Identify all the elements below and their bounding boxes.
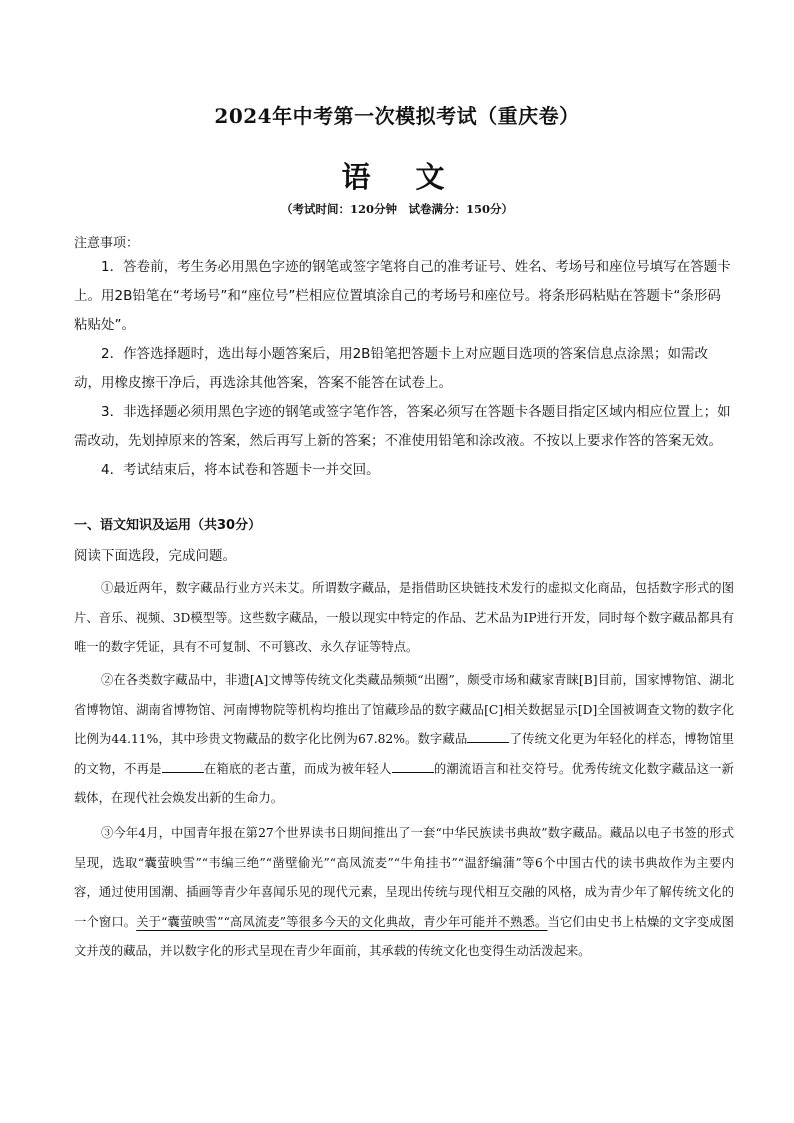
paragraph-2-text-c: 在箱底的老古董，而成为被年轻人: [203, 761, 392, 776]
paragraph-3-text-b: 当它们由史书上枯燥的文字变成图文并茂的藏品，并以数字化的形式呈现在青少年面前，其承载的传统文化也变得生动活泼起来。: [74, 914, 734, 958]
paragraph-3-text-a: ③今年4月，中国青年报在第27个世界读书日期间推出了一套“中华民族读书典故”数字藏品。藏品以电子书签的形式呈现，选取“囊萤映雪”“韦编三绝”“凿壁偷光”“高凤流麦”“牛角挂书”“温舒编蒲”等6个中国古代的读书典故作为主要内容，通过使用国潮、插画等青少年喜闻乐见的现代元素，呈现出传统与现代相互交融的风格，成为青少年了解传统文化的一个窗口。: [74, 826, 734, 929]
subject-title: 语 文: [341, 160, 453, 194]
paragraph-2-text-b: 了传统文化更为年轻化的样态，博物馆里的文物，不再是: [74, 732, 734, 776]
fill-blank-3[interactable]: [392, 760, 434, 773]
exam-info: （考试时间：120分钟 试卷满分：150分）: [280, 202, 513, 216]
notice-item-2: 2．作答选择题时，选出每小题答案后，用2B铅笔把答题卡上对应题目选项的答案信息点涂黑；如需改动，用橡皮擦干净后，再选涂其他答案，答案不能答在试卷上。: [74, 346, 708, 391]
paragraph-2-text-a: ②在各类数字藏品中，非遗[A]文博等传统文化类藏品频频“出圈”，颇受市场和藏家青睐[B]目前，国家博物馆、湖北省博物馆、湖南省博物馆、河南博物院等机构均推出了馆藏珍品的数字藏品[C]相关数据显示[D]全国被调查文物的数字化比例为44.11%，其中珍贵文物藏品的数字化比例为67.82%。数字藏品: [74, 673, 734, 746]
section-heading: 一、语文知识及运用（共30分）: [74, 518, 262, 533]
underlined-sentence: 关于“囊萤映雪”“高凤流麦”等很多今天的文化典故，青少年可能并不熟悉。: [136, 914, 548, 929]
notice-item-3: 3．非选择题必须用黑色字迹的钢笔或签字笔作答，答案必须写在答题卡各题目指定区域内相应位置上；如需改动，先划掉原来的答案，然后再写上新的答案；不准使用铅笔和涂改液。不按以上要求作答的答案无效。: [74, 404, 731, 449]
passage-paragraph-3: [74, 819, 734, 967]
fill-blank-1[interactable]: [467, 730, 509, 743]
reading-prompt: 阅读下面选段，完成问题。: [74, 548, 236, 564]
passage-paragraph-2: [74, 666, 734, 814]
notice-item-1: 1．答卷前，考生务必用黑色字迹的钢笔或签字笔将自己的准考证号、姓名、考场号和座位号填写在答题卡上。用2B铅笔在“考场号”和“座位号”栏相应位置填涂自己的考场号和座位号。将条形码粘贴在答题卡“条形码粘贴处”。: [74, 259, 731, 333]
fill-blank-2[interactable]: [162, 760, 204, 773]
exam-title: 2024年中考第一次模拟考试（重庆卷）: [214, 104, 580, 128]
passage-paragraph-1: ①最近两年，数字藏品行业方兴未艾。所谓数字藏品，是指借助区块链技术发行的虚拟文化商品，包括数字形式的图片、音乐、视频、3D模型等。这些数字藏品，一般以现实中特定的作品、艺术品为IP进行开发，同时每个数字藏品都具有唯一的数字凭证，具有不可复制、不可篡改、永久存证等特点。: [74, 581, 734, 654]
notice-list: [74, 253, 734, 485]
notice-item-4: 4．考试结束后，将本试卷和答题卡一并交回。: [101, 462, 380, 478]
paragraph-2-text-d: 的潮流语言和社交符号。优秀传统文化数字藏品这一新载体，在现代社会焕发出新的生命力。: [74, 761, 734, 805]
notice-heading: 注意事项：: [74, 236, 140, 251]
